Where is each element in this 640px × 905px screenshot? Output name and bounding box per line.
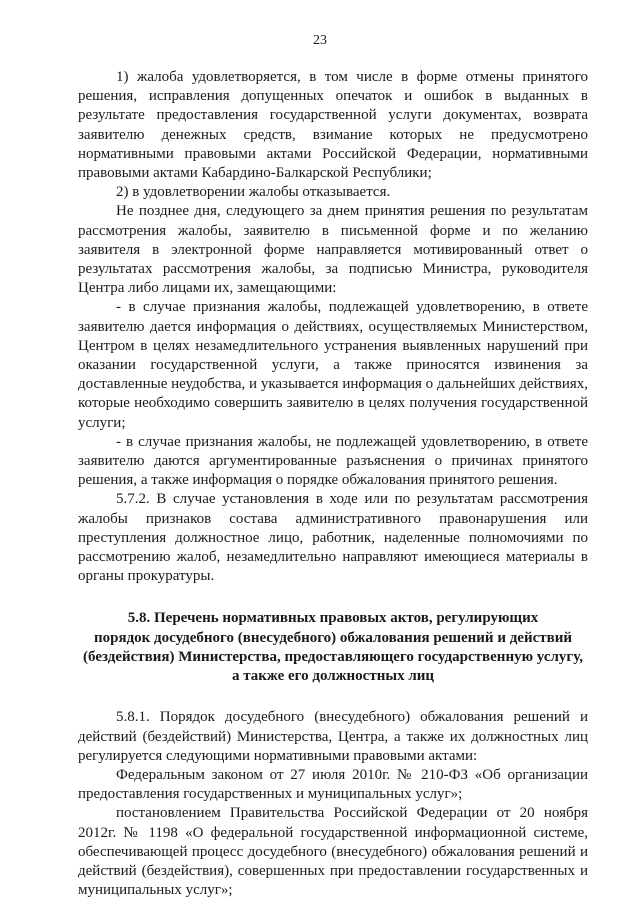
paragraph-5-8-1: 5.8.1. Порядок досудебного (внесудебного) обжалования решений и действий (бездействий) Министерства, Центра, а также их должностных лиц регулируется следующими нормативными правовыми актами: (78, 709, 588, 764)
heading-line: а также его должностных лиц (231, 668, 435, 685)
paragraph-complaint-rejected: - в случае признания жалобы, не подлежащей удовлетворению, в ответе заявителю даются аргументированные разъяснения о причинах принятого решения, а также информация о порядке обжалования принятого решения. (78, 433, 588, 489)
paragraph-federal-law: Федеральным законом от 27 июля 2010г. № 210-ФЗ «Об организации предоставления государственных и муниципальных услуг»; (78, 766, 588, 803)
paragraph-response-deadline: Не позднее дня, следующего за днем принятия решения по результатам рассмотрения жалобы, заявителю в письменной форме и по желанию заявителя в электронной форме направляется мотивированный ответ о результатах рассмотрения жалобы, за подписью Министра, руководителя Центра либо лицами их, замещающими: (78, 203, 588, 297)
section-heading-5-8 (78, 609, 588, 686)
heading-line: 5.8. Перечень нормативных правовых актов, регулирующих (127, 610, 539, 627)
document-body (78, 68, 588, 900)
paragraph-decision-refused: 2) в удовлетворении жалобы отказывается. (116, 184, 391, 201)
paragraph-decision-satisfied: 1) жалоба удовлетворяется, в том числе в форме отмены принятого решения, исправления допущенных опечаток и ошибок в выданных в результате предоставления государственной услуги документах, возврата заявителю денежных средств, взимание которых не предусмотрено нормативными правовыми актами Российской Федерации, нормативными правовыми актами Кабардино-Балкарской Республики; (78, 69, 588, 182)
paragraph-complaint-upheld: - в случае признания жалобы, подлежащей удовлетворению, в ответе заявителю дается информация о действиях, осуществляемых Министерством, Центром в целях незамедлительного устранения выявленных нарушений при оказании государственной услуги, а также приносятся извинения за доставленные неудобства, и указывается информация о дальнейших действиях, которые необходимо совершить заявителю в целях получения государственной услуги; (78, 299, 588, 431)
paragraph-5-7-2: 5.7.2. В случае установления в ходе или по результатам рассмотрения жалобы признаков состава административного правонарушения или преступления должностное лицо, работник, наделенные полномочиями по рассмотрению жалоб, незамедлительно направляют имеющиеся материалы в органы прокуратуры. (78, 491, 588, 585)
page-number: 23 (313, 33, 327, 48)
paragraph-government-decree: постановлением Правительства Российской Федерации от 20 ноября 2012г. № 1198 «О федеральной государственной информационной системе, обеспечивающей процесс досудебного (внесудебного) обжалования решений и действий (бездействия), совершенных при предоставлении государственных и муниципальных услуг»; (78, 805, 588, 899)
heading-line: порядок досудебного (внесудебного) обжалования решений и действий (93, 629, 573, 646)
heading-line: (бездействия) Министерства, предоставляющего государственную услугу, (83, 648, 583, 665)
